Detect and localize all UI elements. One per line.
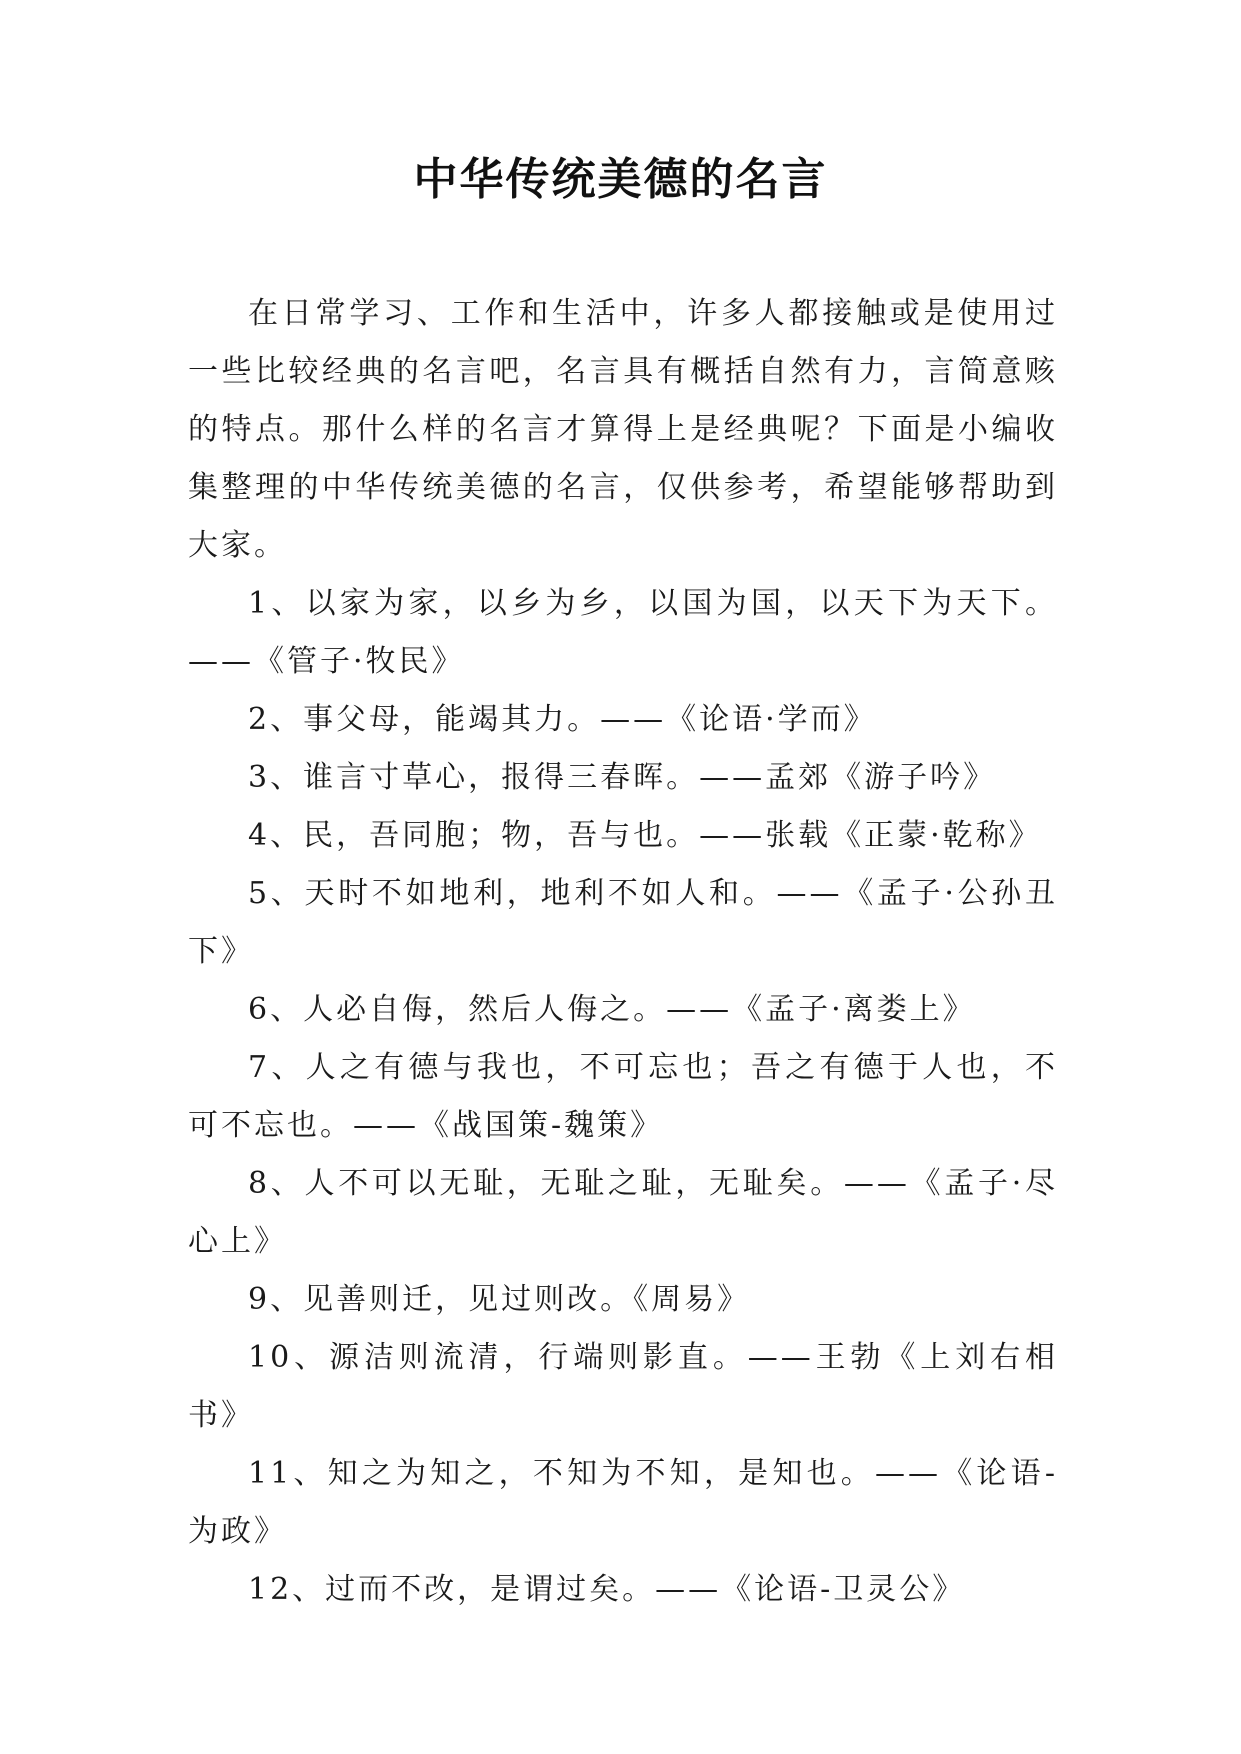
intro-paragraph: 在日常学习、工作和生活中，许多人都接触或是使用过一些比较经典的名言吧，名言具有概括自然有力，言简意赅的特点。那什么样的名言才算得上是经典呢？下面是小编收集整理的中华传统美德的名言，仅供参考，希望能够帮助到大家。 [188, 296, 1058, 563]
quote-item: 3、谁言寸草心，报得三春晖。——孟郊《游子吟》 [248, 760, 997, 795]
quote-item: 10、源洁则流清，行端则影直。——王勃《上刘右相书》 [188, 1340, 1058, 1433]
quote-item: 9、见善则迁，见过则改。《周易》 [248, 1282, 751, 1317]
quote-item: 6、人必自侮，然后人侮之。——《孟子·离娄上》 [248, 992, 976, 1027]
page-title: 中华传统美德的名言 [413, 154, 828, 205]
quote-item: 5、天时不如地利，地利不如人和。——《孟子·公孙丑下》 [188, 876, 1058, 969]
quote-item: 4、民，吾同胞；物，吾与也。——张载《正蒙·乾称》 [248, 818, 1042, 853]
document-body [188, 285, 1058, 1619]
quote-item: 7、人之有德与我也，不可忘也；吾之有德于人也，不可不忘也。——《战国策-魏策》 [188, 1050, 1058, 1143]
quote-item: 8、人不可以无耻，无耻之耻，无耻矣。——《孟子·尽心上》 [188, 1166, 1058, 1259]
quote-item: 2、事父母，能竭其力。——《论语·学而》 [248, 702, 877, 737]
quote-item: 11、知之为知之，不知为不知，是知也。——《论语-为政》 [188, 1456, 1058, 1549]
quote-item: 12、过而不改，是谓过矣。——《论语-卫灵公》 [248, 1572, 966, 1607]
quote-item: 1、以家为家，以乡为乡，以国为国，以天下为天下。——《管子·牧民》 [188, 586, 1058, 679]
